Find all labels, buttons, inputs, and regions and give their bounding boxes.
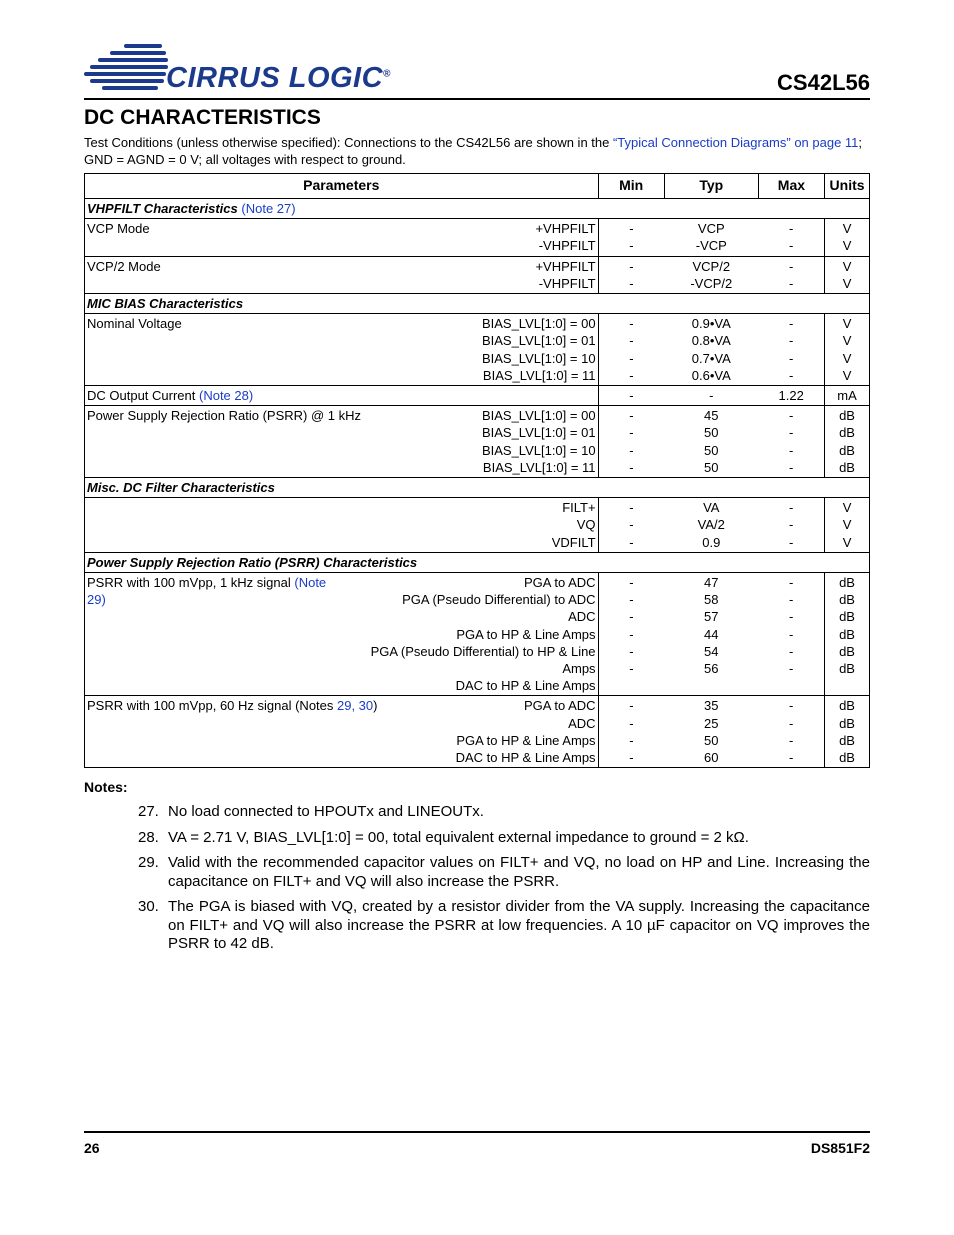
condition-label: BIAS_LVL[1:0] = 01	[481, 425, 596, 441]
max-value: -	[789, 316, 794, 332]
typ-value: 50	[704, 732, 719, 748]
condition-list	[535, 220, 595, 254]
min-value: -	[629, 517, 634, 533]
max-value: -	[789, 609, 794, 625]
min-value: -	[629, 534, 634, 550]
note-number: 27.	[138, 803, 159, 820]
unit-value: dB	[839, 698, 855, 714]
section-row	[85, 199, 870, 219]
note-item	[138, 803, 870, 822]
max-cell	[758, 696, 824, 768]
parameter-label: PSRR with 100 mVpp, 1 kHz signal	[87, 575, 295, 591]
table-row	[85, 498, 870, 553]
parameter-name	[87, 387, 253, 404]
parameter-name	[87, 407, 361, 476]
note-number: 30.	[138, 898, 159, 915]
unit-value: dB	[839, 408, 855, 424]
condition-label: FILT+	[562, 500, 596, 516]
section-title: Misc. DC Filter Characteristics	[87, 480, 275, 496]
min-value: -	[629, 592, 634, 608]
typ-value: 57	[704, 609, 719, 625]
unit-value: V	[842, 350, 852, 366]
max-cell	[758, 498, 824, 553]
min-value: -	[629, 425, 634, 441]
condition-label: PGA to ADC	[524, 575, 596, 591]
max-cell	[758, 256, 824, 293]
condition-label: BIAS_LVL[1:0] = 01	[481, 333, 596, 349]
condition-label: VQ	[576, 517, 596, 533]
max-value: -	[789, 698, 794, 714]
typ-value: 0.6•VA	[691, 367, 731, 383]
min-cell	[598, 386, 664, 406]
unit-cell	[825, 696, 870, 768]
table-row	[85, 696, 870, 768]
unit-value: dB	[839, 609, 855, 625]
typ-value: 0.8•VA	[691, 333, 731, 349]
max-value: -	[789, 517, 794, 533]
min-value: -	[629, 442, 634, 458]
unit-value: dB	[839, 661, 855, 677]
typ-value: VA/2	[697, 517, 725, 533]
unit-value: V	[842, 221, 852, 237]
parameter-label: VCP Mode	[87, 221, 150, 237]
condition-label: +VHPFILT	[535, 221, 596, 237]
unit-value: V	[842, 238, 852, 254]
parameter-layout	[87, 387, 596, 404]
col-header-units: Units	[825, 174, 870, 199]
max-value: -	[789, 661, 794, 677]
condition-label: BIAS_LVL[1:0] = 00	[481, 316, 596, 332]
max-cell	[758, 406, 824, 478]
parameter-name	[87, 220, 150, 254]
typ-value: 58	[704, 592, 719, 608]
typ-value: 44	[704, 626, 719, 642]
typ-value: 50	[704, 459, 719, 475]
parameter-label: VCP/2 Mode	[87, 258, 161, 274]
min-cell	[598, 256, 664, 293]
section-row	[85, 294, 870, 314]
typ-value: 0.9•VA	[691, 316, 731, 332]
min-cell	[598, 406, 664, 478]
condition-list	[342, 574, 596, 694]
max-cell	[758, 219, 824, 256]
part-number: CS42L56	[777, 70, 870, 95]
unit-value: dB	[839, 732, 855, 748]
min-cell	[598, 573, 664, 696]
unit-cell	[825, 219, 870, 256]
section-row	[85, 552, 870, 572]
condition-label: +VHPFILT	[535, 258, 596, 274]
max-value: -	[789, 238, 794, 254]
typ-value: 60	[704, 750, 719, 766]
condition-label: BIAS_LVL[1:0] = 10	[481, 350, 596, 366]
condition-label	[592, 387, 596, 404]
condition-label: PGA to ADC	[524, 698, 596, 714]
notes-list	[138, 803, 870, 961]
min-value: -	[629, 316, 634, 332]
max-value: -	[789, 333, 794, 349]
typ-value: 25	[704, 715, 719, 731]
unit-value: dB	[839, 592, 855, 608]
min-value: -	[629, 715, 634, 731]
typ-value: -VCP/2	[690, 275, 733, 291]
unit-value: dB	[839, 425, 855, 441]
max-value: -	[789, 575, 794, 591]
min-value: -	[629, 350, 634, 366]
parameter-layout	[87, 574, 596, 694]
condition-list	[552, 499, 596, 551]
parameter-label: Power Supply Rejection Ratio (PSRR) @ 1 kHz	[87, 408, 362, 424]
note-link[interactable]: 29, 30	[337, 698, 374, 714]
table-row	[85, 573, 870, 696]
parameter-name	[87, 574, 342, 694]
min-value: -	[629, 609, 634, 625]
test-conditions	[84, 134, 870, 168]
typ-value: 45	[704, 408, 719, 424]
typ-cell	[664, 696, 758, 768]
section-title-cell	[85, 199, 870, 219]
condition-list	[592, 387, 596, 404]
condition-list	[456, 697, 596, 766]
condition-label: BIAS_LVL[1:0] = 00	[481, 408, 596, 424]
table-row	[85, 386, 870, 406]
unit-cell	[825, 256, 870, 293]
note-text: The PGA is biased with VQ, created by a resistor divider from the VA supply. Increasing the capacitance on FILT+ and VQ will also increase the PSRR at low frequencies. A 10 µF capacitor on VQ improves the PSRR to 42 dB.	[168, 898, 870, 952]
typ-value: -VCP	[695, 238, 727, 254]
table-row	[85, 219, 870, 256]
unit-value: dB	[839, 643, 855, 659]
note-item	[138, 898, 870, 954]
typ-value: 50	[704, 425, 719, 441]
max-value: -	[789, 626, 794, 642]
typ-cell	[664, 498, 758, 553]
typ-value: 54	[704, 643, 719, 659]
typ-value: 0.9	[702, 534, 721, 550]
unit-value: V	[842, 316, 852, 332]
min-value: -	[629, 626, 634, 642]
unit-value: V	[842, 517, 852, 533]
parameter-cell	[85, 314, 599, 386]
min-value: -	[629, 221, 634, 237]
max-value: -	[789, 275, 794, 291]
condition-label: BIAS_LVL[1:0] = 10	[481, 442, 596, 458]
max-value: -	[789, 367, 794, 383]
footer-divider	[84, 1131, 870, 1133]
typ-value: 56	[704, 661, 719, 677]
table-row	[85, 314, 870, 386]
max-cell	[758, 314, 824, 386]
dc-characteristics-table	[84, 173, 870, 768]
typ-value: 47	[704, 575, 719, 591]
max-value: -	[789, 732, 794, 748]
min-cell	[598, 314, 664, 386]
unit-value: dB	[839, 626, 855, 642]
max-value: -	[789, 408, 794, 424]
unit-value: dB	[839, 575, 855, 591]
note-text: Valid with the recommended capacitor values on FILT+ and VQ, no load on HP and Line. Increasing the capacitance on FILT+ and VQ will also increase the PSRR.	[168, 854, 870, 890]
parameter-layout	[87, 258, 596, 292]
note-item	[138, 854, 870, 891]
typ-value: 35	[704, 698, 719, 714]
note-link[interactable]: (Note 27)	[241, 201, 296, 216]
min-value: -	[629, 367, 634, 383]
min-value: -	[629, 333, 634, 349]
typical-connection-link[interactable]: “Typical Connection Diagrams” on page 11	[612, 135, 859, 150]
min-value: -	[629, 258, 634, 274]
condition-label: PGA (Pseudo Differential) to ADC	[402, 592, 596, 608]
parameter-cell	[85, 406, 599, 478]
table-row	[85, 406, 870, 478]
unit-value: mA	[837, 388, 857, 404]
typ-value: 0.7•VA	[691, 350, 731, 366]
unit-value: V	[842, 333, 852, 349]
min-cell	[598, 498, 664, 553]
typ-value: VCP	[697, 221, 725, 237]
section-title: MIC BIAS Characteristics	[87, 296, 244, 312]
parameter-cell	[85, 696, 599, 768]
section-title-cell	[85, 478, 870, 498]
note-number: 29.	[138, 854, 159, 871]
condition-label: ADC	[568, 715, 596, 731]
min-value: -	[629, 661, 634, 677]
parameter-cell	[85, 219, 599, 256]
conditions-text: Test Conditions (unless otherwise specified): Connections to the CS42L56 are shown in the	[84, 135, 613, 150]
parameter-name	[87, 697, 378, 766]
condition-label: DAC to HP & Line Amps	[455, 678, 596, 694]
note-number: 28.	[138, 828, 159, 846]
note-link[interactable]: (Note 28)	[199, 388, 254, 404]
typ-cell	[664, 314, 758, 386]
unit-cell	[825, 406, 870, 478]
min-value: -	[629, 459, 634, 475]
min-value: -	[629, 500, 634, 516]
typ-cell	[664, 386, 758, 406]
max-value: -	[789, 350, 794, 366]
min-value: -	[629, 408, 634, 424]
note-item	[138, 829, 870, 848]
unit-cell	[825, 386, 870, 406]
unit-value: V	[842, 275, 852, 291]
brand-name: CIRRUS LOGIC®	[166, 62, 391, 94]
parameter-cell	[85, 498, 599, 553]
table-header-row	[85, 174, 870, 199]
min-cell	[598, 219, 664, 256]
section-title: Power Supply Rejection Ratio (PSRR) Characteristics	[87, 554, 418, 570]
document-id: DS851F2	[810, 1140, 870, 1156]
section-row	[85, 478, 870, 498]
unit-value: dB	[839, 715, 855, 731]
unit-cell	[825, 314, 870, 386]
max-value: -	[789, 534, 794, 550]
unit-value: V	[842, 258, 852, 274]
col-header-typ: Typ	[664, 174, 758, 199]
condition-label: ADC	[568, 609, 596, 625]
min-value: -	[629, 643, 634, 659]
unit-value: V	[842, 500, 852, 516]
max-value: -	[789, 442, 794, 458]
col-header-min: Min	[598, 174, 664, 199]
parameter-layout	[87, 697, 596, 766]
parameter-label: PSRR with 100 mVpp, 60 Hz signal (Notes	[87, 698, 337, 714]
note-text: VA = 2.71 V, BIAS_LVL[1:0] = 00, total equivalent external impedance to ground = 2 kΩ.	[168, 828, 749, 846]
condition-list	[482, 315, 596, 384]
typ-cell	[664, 573, 758, 696]
condition-label: VDFILT	[551, 534, 596, 550]
condition-label: PGA to HP & Line Amps	[456, 626, 596, 642]
typ-value: VA	[703, 500, 720, 516]
unit-value: dB	[839, 750, 855, 766]
parameter-name	[87, 315, 182, 384]
condition-label: BIAS_LVL[1:0] = 11	[482, 459, 596, 475]
condition-label: PGA to HP & Line Amps	[456, 732, 596, 748]
max-value: 1.22	[778, 388, 804, 404]
col-header-max: Max	[758, 174, 824, 199]
min-value: -	[629, 388, 634, 404]
max-value: -	[789, 715, 794, 731]
note-text: No load connected to HPOUTx and LINEOUTx.	[168, 803, 484, 820]
conditions-text-end: ; GND = AGND = 0 V; all voltages with respect to ground.	[84, 135, 863, 167]
condition-list	[482, 407, 596, 476]
parameter-layout	[87, 407, 596, 476]
col-header-parameters: Parameters	[85, 174, 599, 199]
notes-heading: Notes:	[84, 779, 128, 795]
table-row	[85, 256, 870, 293]
section-title: VHPFILT Characteristics	[87, 201, 238, 216]
page-number: 26	[84, 1140, 100, 1156]
min-value: -	[629, 750, 634, 766]
header-divider	[84, 98, 870, 100]
condition-list	[535, 258, 595, 292]
min-value: -	[629, 275, 634, 291]
parameter-layout	[87, 220, 596, 254]
note-link[interactable]: (Note 29)	[87, 575, 327, 608]
condition-label: DAC to HP & Line Amps	[455, 750, 596, 766]
unit-value: V	[842, 367, 852, 383]
condition-label: BIAS_LVL[1:0] = 11	[482, 367, 596, 383]
unit-cell	[825, 498, 870, 553]
max-cell	[758, 386, 824, 406]
parameter-cell	[85, 573, 599, 696]
unit-cell	[825, 573, 870, 696]
min-value: -	[629, 238, 634, 254]
parameter-layout	[87, 315, 596, 384]
unit-value: dB	[839, 442, 855, 458]
parameter-name	[87, 258, 161, 292]
typ-value: 50	[704, 442, 719, 458]
max-value: -	[789, 592, 794, 608]
typ-cell	[664, 219, 758, 256]
condition-label: -VHPFILT	[538, 275, 596, 291]
min-cell	[598, 696, 664, 768]
parameter-label: Nominal Voltage	[87, 316, 182, 332]
parameter-label: DC Output Current	[87, 388, 196, 404]
max-cell	[758, 573, 824, 696]
unit-value: dB	[839, 459, 855, 475]
max-value: -	[789, 221, 794, 237]
cirrus-logic-logo-icon	[84, 40, 174, 94]
unit-value: V	[842, 534, 852, 550]
max-value: -	[789, 258, 794, 274]
parameter-label-end: )	[373, 698, 378, 714]
parameter-cell	[85, 386, 599, 406]
typ-cell	[664, 406, 758, 478]
section-title-cell	[85, 552, 870, 572]
max-value: -	[789, 750, 794, 766]
max-value: -	[789, 643, 794, 659]
max-value: -	[789, 500, 794, 516]
parameter-layout	[87, 499, 596, 551]
min-value: -	[629, 698, 634, 714]
parameter-cell	[85, 256, 599, 293]
max-value: -	[789, 459, 794, 475]
typ-cell	[664, 256, 758, 293]
condition-label: PGA (Pseudo Differential) to HP & Line Amps	[370, 643, 596, 677]
typ-value: -	[709, 388, 714, 404]
section-title-cell	[85, 294, 870, 314]
condition-label: -VHPFILT	[538, 238, 596, 254]
min-value: -	[629, 732, 634, 748]
typ-value: VCP/2	[692, 258, 731, 274]
page-title: DC CHARACTERISTICS	[84, 106, 321, 129]
min-value: -	[629, 575, 634, 591]
max-value: -	[789, 425, 794, 441]
